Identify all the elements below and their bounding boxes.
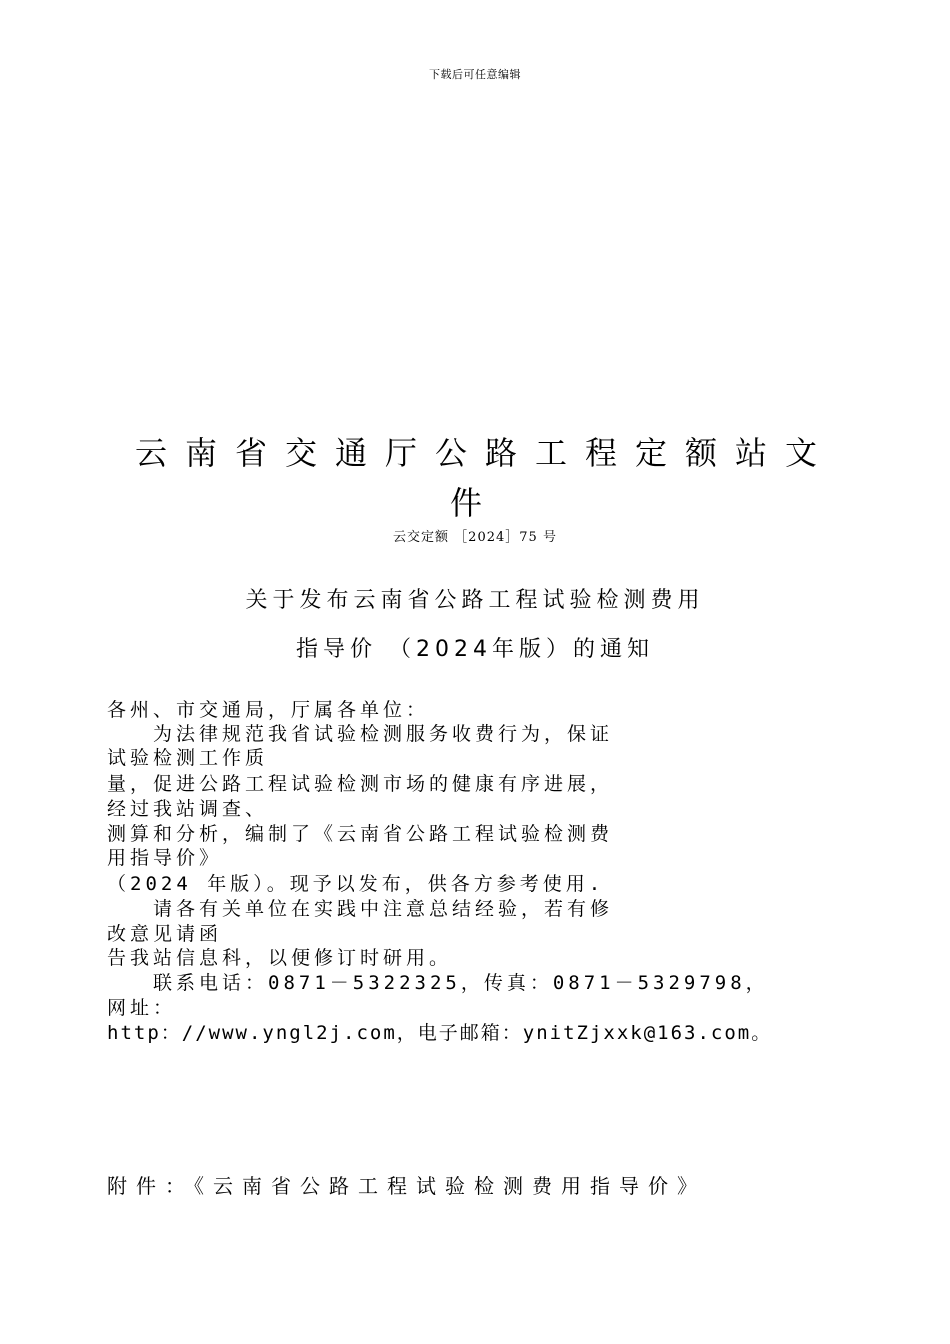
document-title-line-1: 云南省交通厅公路工程定额站文 [134,434,835,472]
body-line: 改意见请函 [107,923,223,945]
body-line: 各州、市交通局，厅属各单位： [107,699,430,721]
body-line-contact: http：//www.yngl2j.com，电子邮箱：ynitZjxxk@163.com。 [107,1022,773,1044]
body-line: 测算和分析，编制了《云南省公路工程试验检测费 [107,823,614,845]
body-line: 经过我站调查、 [107,798,269,820]
body-line: 量，促进公路工程试验检测市场的健康有序进展， [107,773,614,795]
body-line: 请各有关单位在实践中注意总结经验，若有修 [107,898,614,920]
document-number: 云交定额 ［2024］75 号 [393,530,557,545]
body-line: 为法律规范我省试验检测服务收费行为，保证 [107,723,614,745]
notice-subject-line-1: 关于发布云南省公路工程试验检测费用 [245,588,705,613]
body-line: 告我站信息科，以便修订时研用。 [107,947,453,969]
document-title-line-2: 件 [449,484,500,522]
body-line: 试验检测工作质 [107,747,269,769]
header-note: 下载后可任意编辑 [429,68,521,81]
notice-subject-line-2: 指导价 （2024年版）的通知 [296,637,654,662]
body-line: 网址： [107,997,177,1019]
body-line: （2024 年版）。现予以发布，供各方参考使用. [107,873,605,895]
attachment-line: 附件：《云南省公路工程试验检测费用指导价》 [107,1174,706,1198]
body-line: 用指导价》 [107,847,223,869]
body-line: 联系电话：0871－5322325，传真：0871－5329798， [107,972,769,994]
